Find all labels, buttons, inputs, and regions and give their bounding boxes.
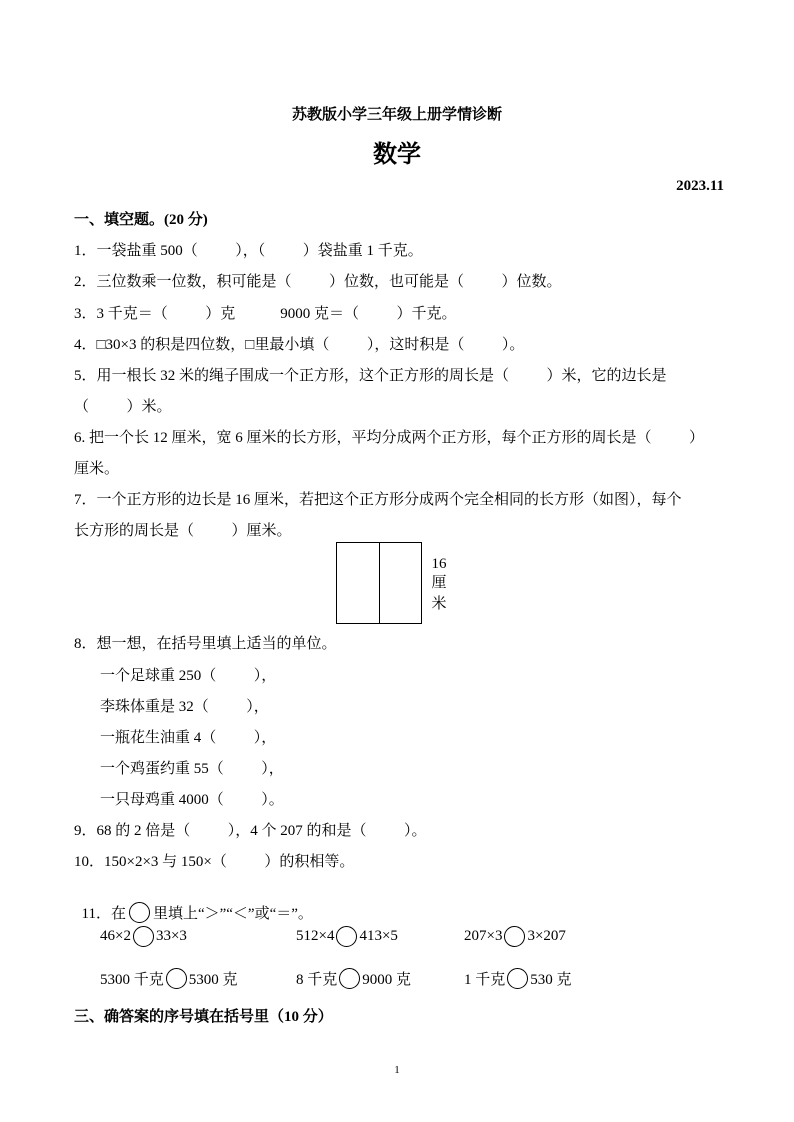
question-2: 2．三位数乘一位数，积可能是（ ）位数，也可能是（ ）位数。 <box>74 274 562 290</box>
compare-item <box>100 926 187 947</box>
question-8-item: 李珠体重是 32（ ）， <box>100 699 269 715</box>
section-1-heading: 一、填空题。(20 分) <box>74 212 208 228</box>
question-7-line-2: 长方形的周长是（ ）厘米。 <box>74 523 292 539</box>
question-3: 3．3 千克＝（ ）克 9000 克＝（ ）千克。 <box>74 306 457 322</box>
section-3-heading: 三、确答案的序号填在括号里（10 分） <box>74 1009 333 1025</box>
compare-item <box>464 926 566 947</box>
answer-circle[interactable] <box>336 926 357 947</box>
compare-left: 207×3 <box>464 928 503 944</box>
compare-left: 512×4 <box>296 928 335 944</box>
compare-item <box>100 968 238 989</box>
compare-item <box>296 926 398 947</box>
question-7-line-1: 7．一个正方形的边长是 16 厘米，若把这个正方形分成两个完全相同的长方形（如图），每个 <box>74 492 682 508</box>
question-8-item: 一个鸡蛋约重 55（ ）， <box>100 761 284 777</box>
question-11 <box>74 885 313 923</box>
answer-circle[interactable] <box>133 926 154 947</box>
compare-left: 8 千克 <box>296 972 338 988</box>
square-divider-line <box>379 542 380 624</box>
figure-label-char-1: 厘 <box>431 575 447 591</box>
question-6-line-2: 厘米。 <box>74 461 120 477</box>
compare-left: 1 千克 <box>464 972 506 988</box>
question-8-intro: 8．想一想，在括号里填上适当的单位。 <box>74 636 337 652</box>
exam-title: 苏教版小学三年级上册学情诊断 <box>291 107 502 123</box>
question-6-line-1: 6. 把一个长 12 厘米，宽 6 厘米的长方形，平均分成两个正方形，每个正方形的周长是（ ） <box>74 430 705 446</box>
compare-right: 5300 克 <box>188 972 238 988</box>
compare-right: 413×5 <box>359 928 398 944</box>
compare-right: 3×207 <box>527 928 566 944</box>
answer-circle[interactable] <box>504 926 525 947</box>
question-9: 9．68 的 2 倍是（ ），4 个 207 的和是（ ）。 <box>74 823 427 839</box>
subject-title: 数学 <box>373 142 421 168</box>
question-11-suffix: 里填上“＞”“＜”或“＝”。 <box>152 906 313 922</box>
compare-right: 9000 克 <box>362 972 412 988</box>
question-4: 4．□30×3 的积是四位数，□里最小填（ ），这时积是（ ）。 <box>74 337 525 353</box>
figure-label-char-2: 米 <box>431 596 447 612</box>
question-8-item: 一个足球重 250（ ）， <box>100 668 277 684</box>
answer-circle[interactable] <box>339 968 360 989</box>
question-11-prefix: 11．在 <box>81 906 126 922</box>
compare-left: 5300 千克 <box>100 972 164 988</box>
circle-icon <box>129 902 150 923</box>
answer-circle[interactable] <box>166 968 187 989</box>
question-10: 10．150×2×3 与 150×（ ）的积相等。 <box>74 854 355 870</box>
page-number: 1 <box>394 1064 400 1076</box>
compare-item <box>464 968 572 989</box>
compare-item <box>296 968 411 989</box>
figure-label-number: 16 <box>431 556 447 572</box>
question-5-line-1: 5．用一根长 32 米的绳子围成一个正方形，这个正方形的周长是（ ）米，它的边长是 <box>74 368 667 384</box>
exam-date: 2023.11 <box>676 178 724 194</box>
answer-circle[interactable] <box>507 968 528 989</box>
question-8-item: 一只母鸡重 4000（ ）。 <box>100 792 284 808</box>
compare-left: 46×2 <box>100 928 131 944</box>
question-5-line-2: （ ）米。 <box>74 399 172 415</box>
question-1: 1．一袋盐重 500（ ），（ ）袋盐重 1 千克。 <box>74 243 423 259</box>
compare-right: 33×3 <box>155 928 187 944</box>
question-8-item: 一瓶花生油重 4（ ）， <box>100 730 277 746</box>
compare-right: 530 克 <box>530 972 572 988</box>
